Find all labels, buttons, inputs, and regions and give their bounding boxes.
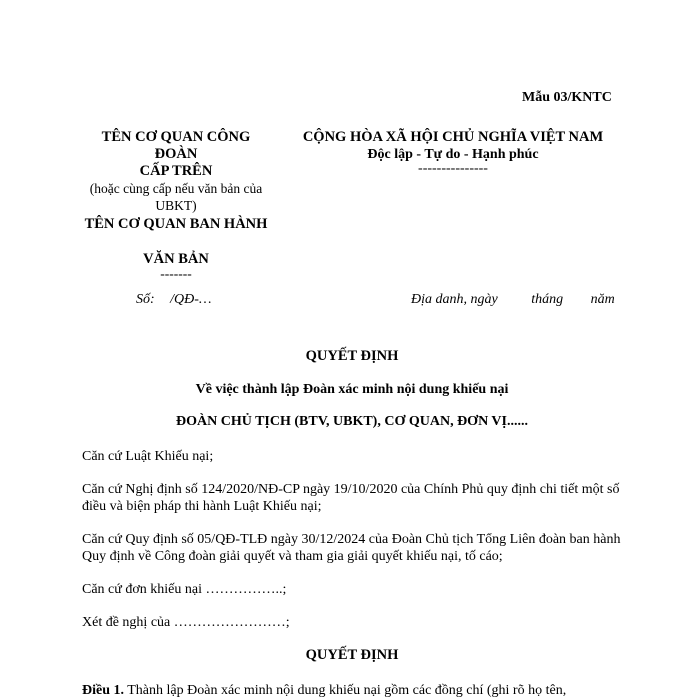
- article-1-text: Thành lập Đoàn xác minh nội dung khiếu nại gồm các đồng chí (ghi rõ họ tên,: [127, 683, 567, 698]
- basis-decree: Căn cứ Nghị định số 124/2020/NĐ-CP ngày 19/10/2020 của Chính Phủ quy định chi tiết một số điều và biện pháp thi hành Luật Khiếu nại;: [82, 482, 620, 514]
- form-code: Mẫu 03/KNTC: [522, 90, 612, 105]
- decision-title: QUYẾT ĐỊNH: [305, 348, 399, 364]
- decision-subject: Về việc thành lập Đoàn xác minh nội dung khiếu nại: [195, 382, 509, 397]
- agency-line-3: CẤP TRÊN: [139, 163, 213, 179]
- issuer-heading: ĐOÀN CHỦ TỊCH (BTV, UBKT), CƠ QUAN, ĐƠN VỊ......: [176, 414, 528, 429]
- basis-proposal: Xét đề nghị của ……………………;: [82, 615, 290, 630]
- national-divider: ---------------: [418, 161, 488, 176]
- agency-line-5: UBKT): [155, 198, 197, 213]
- agency-line-2: ĐOÀN: [154, 146, 198, 162]
- agency-line-4: (hoặc cùng cấp nếu văn bản của: [89, 181, 263, 196]
- place-date-year: năm: [590, 292, 615, 307]
- issuing-agency-header: [76, 129, 276, 280]
- place-date-place: Địa danh, ngày: [411, 292, 498, 307]
- national-motto: Độc lập - Tự do - Hạnh phúc: [367, 147, 539, 162]
- agency-divider: -------: [160, 266, 192, 281]
- document-number: [136, 292, 211, 308]
- basis-law: Căn cứ Luật Khiếu nại;: [82, 449, 214, 464]
- agency-line-7: VĂN BẢN: [143, 251, 209, 267]
- agency-line-1: TÊN CƠ QUAN CÔNG: [101, 129, 251, 145]
- place-date-month: tháng: [531, 292, 564, 307]
- agency-line-6: TÊN CƠ QUAN BAN HÀNH: [84, 216, 268, 232]
- article-1: [82, 682, 622, 699]
- decision-heading: QUYẾT ĐỊNH: [305, 647, 399, 663]
- document-number-value: /QĐ-…: [170, 292, 212, 307]
- basis-complaint: Căn cứ đơn khiếu nại ……………..;: [82, 582, 287, 597]
- national-title: CỘNG HÒA XÃ HỘI CHỦ NGHĨA VIỆT NAM: [302, 129, 604, 145]
- document-number-prefix: Số:: [136, 292, 155, 307]
- article-1-label: Điều 1.: [82, 683, 124, 698]
- national-header: [288, 129, 618, 175]
- place-date: [411, 292, 615, 308]
- basis-regulation: Căn cứ Quy định số 05/QĐ-TLĐ ngày 30/12/2024 của Đoàn Chủ tịch Tổng Liên đoàn ban hành Quy định về Công đoàn giải quyết và tham gia giải quyết khiếu nại, tố cáo;: [82, 532, 621, 564]
